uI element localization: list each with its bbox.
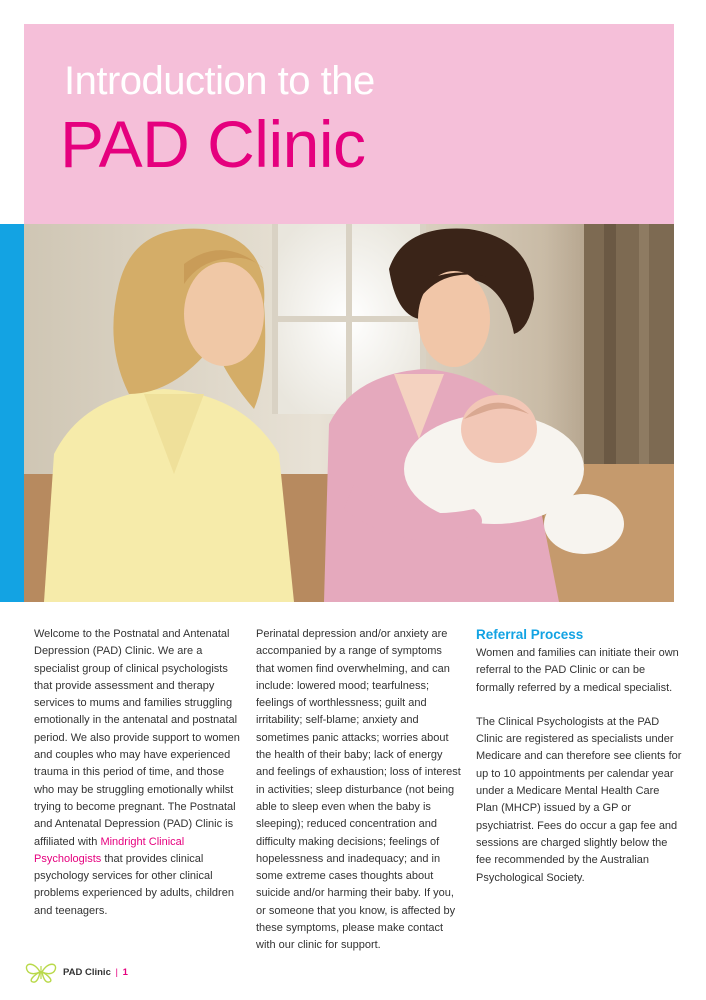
page-number: 1 [122, 966, 128, 978]
side-accent-bar [0, 224, 24, 602]
butterfly-logo-icon [24, 961, 58, 983]
referral-heading: Referral Process [476, 627, 584, 642]
footer-label: PAD Clinic [63, 966, 111, 978]
page-title-line1: Introduction to the [64, 59, 375, 103]
paragraph-spacer [476, 697, 682, 714]
symptoms-paragraph: Perinatal depression and/or anxiety are accompanied by a range of symptoms that women find overwhelming, and can include: lowered mood; tearfulness; feelings of worthlessness; guilt and irritability; self-blame; anxiety and sometimes panic attacks; worries about the health of their baby; lack of energy and feelings of exhaustion; loss of interest in activities; sleep disturbance (not being able to sleep even when the baby is sleeping); reduced concentration and difficulty making decisions; feelings of hopelessness and inadequacy; and in some extreme cases thoughts about suicide and/or harming their baby. If you, or someone that you know, is affected by these symptoms, please make contact with our clinic for support. [256, 628, 461, 952]
footer-label-group [63, 967, 128, 978]
hero-photo [24, 224, 674, 602]
intro-text-end: that provides clinical psychology services for other clinical problems experienced by adults, children and teenagers. [34, 852, 234, 917]
page-title-line2: PAD Clinic [60, 107, 366, 181]
mindright-link[interactable]: Mindright Clinical Psychologists [34, 835, 185, 865]
referral-paragraph-1: Women and families can initiate their own referral to the PAD Clinic or can be formally referred by a medical specialist. [476, 647, 679, 694]
intro-paragraph [34, 626, 240, 920]
intro-text: Welcome to the Postnatal and Antenatal Depression (PAD) Clinic. We are a specialist group of clinical psychologists that provide assessment and therapy services to mums and families struggling emotionally in the antenatal and postnatal period. We also provide support to women and couples who may have experienced trauma in this period of time, and those who may be struggling emotionally whilst trying to become pregnant. The Postnatal and Antenatal Depression (PAD) Clinic is affiliated with [34, 628, 240, 848]
page-footer [24, 960, 224, 984]
photo-mothers-with-baby-icon [24, 224, 674, 602]
intro-column [34, 626, 240, 920]
footer-separator: | [115, 966, 118, 978]
referral-paragraph-2: The Clinical Psychologists at the PAD Clinic are registered as specialists under Medicare and can therefore see clients for up to 10 appointments per calendar year under a Medicare Mental Health Care Plan (MHCP) issued by a GP or psychiatrist. Fees do occur a gap fee and sessions are charged slightly below the fee recommended by the Australian Psychological Society. [476, 715, 682, 884]
symptoms-column [256, 626, 462, 955]
referral-column [476, 626, 682, 887]
